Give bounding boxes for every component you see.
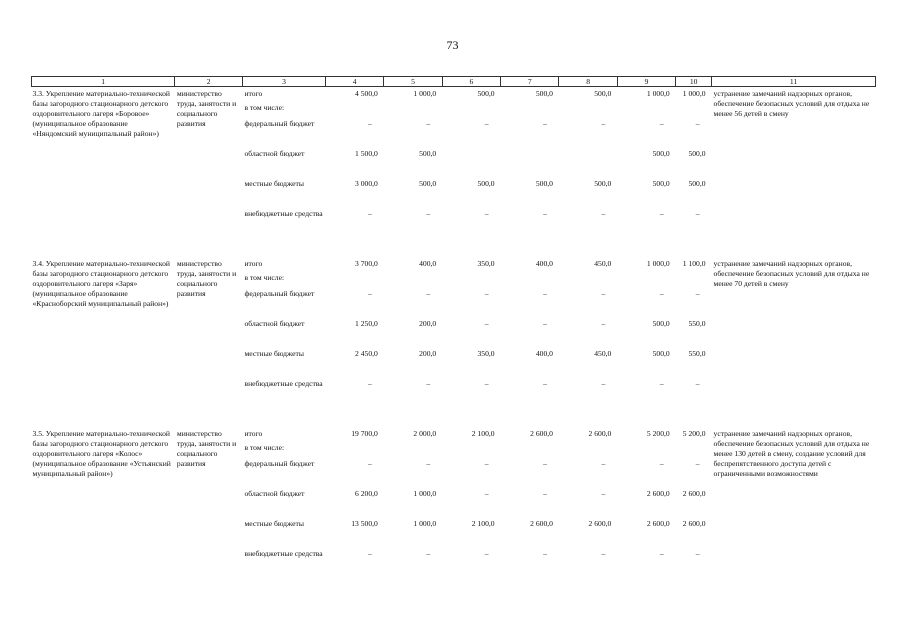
amount-cell: 1 250,0 <box>355 319 378 328</box>
including-label: в том числе: <box>244 103 285 112</box>
amount-cell: 500,0 <box>594 179 612 188</box>
amount-cell: 500,0 <box>652 149 670 158</box>
amount-cell: – <box>484 119 489 128</box>
amount-cell: 2 000,0 <box>413 429 437 438</box>
column-number: 9 <box>617 77 675 87</box>
column-number: 4 <box>325 77 383 87</box>
amount-cell: 500,0 <box>688 179 706 188</box>
amount-cell: 500,0 <box>594 89 612 98</box>
funding-source-label: федеральный бюджет <box>244 459 315 468</box>
amount-cell: – <box>601 209 606 218</box>
spacer-cell <box>32 409 876 427</box>
amount-cell: 350,0 <box>477 349 495 358</box>
empty-cell <box>384 103 442 119</box>
amount-cell: – <box>368 289 372 298</box>
amount-cell: 450,0 <box>594 349 612 358</box>
amount-cell: – <box>601 489 606 498</box>
amount-cell: 13 500,0 <box>351 519 378 528</box>
amount-cell: 2 100,0 <box>471 429 495 438</box>
amount-cell: – <box>543 379 547 388</box>
column-number: 1 <box>32 77 175 87</box>
amount-cell: 550,0 <box>688 319 706 328</box>
amount-cell: – <box>426 379 431 388</box>
amount-cell: 2 600,0 <box>646 519 670 528</box>
empty-cell <box>617 273 675 289</box>
amount-cell <box>501 149 559 179</box>
empty-cell <box>617 443 675 459</box>
funding-source-label: федеральный бюджет <box>244 289 315 298</box>
amount-cell: 500,0 <box>652 319 670 328</box>
amount-cell: – <box>695 379 700 388</box>
responsible-executor: министерство труда, занятости и социального развития <box>176 89 237 128</box>
empty-cell <box>676 273 712 289</box>
empty-cell <box>384 443 442 459</box>
amount-cell: – <box>368 549 372 558</box>
amount-cell: 4 500,0 <box>355 89 378 98</box>
amount-cell: 500,0 <box>652 349 670 358</box>
amount-cell: 500,0 <box>477 179 495 188</box>
amount-cell: – <box>368 459 372 468</box>
amount-cell: – <box>426 209 431 218</box>
amount-cell: – <box>659 119 664 128</box>
funding-source-label: внебюджетные средства <box>244 209 323 218</box>
expected-result: устранение замечаний надзорных органов, обеспечение безопасных условий для отдыха не менее 70 детей в смену <box>713 259 870 288</box>
amount-cell: – <box>543 549 547 558</box>
empty-cell <box>501 103 559 119</box>
amount-cell: 500,0 <box>652 179 670 188</box>
amount-cell: 2 600,0 <box>588 429 612 438</box>
amount-cell: – <box>601 549 606 558</box>
amount-cell: 500,0 <box>535 89 553 98</box>
amount-cell: – <box>659 549 664 558</box>
amount-cell: – <box>543 209 547 218</box>
amount-cell: – <box>543 119 547 128</box>
amount-cell: – <box>426 289 431 298</box>
amount-cell <box>442 149 500 179</box>
amount-cell: 3 000,0 <box>355 179 378 188</box>
empty-cell <box>559 273 617 289</box>
amount-cell: – <box>601 289 606 298</box>
amount-cell: 1 000,0 <box>413 89 437 98</box>
amount-cell: – <box>601 319 606 328</box>
amount-cell: 2 100,0 <box>471 519 495 528</box>
amount-cell: – <box>695 209 700 218</box>
measure-title: 3.4. Укрепление материально-технической базы загородного стационарного детского оздоровительного лагеря «Заря» (муниципальное образование «Красноборский муниципальный район») <box>32 259 170 308</box>
including-label: в том числе: <box>244 273 285 282</box>
funding-source-label: итого <box>244 259 263 268</box>
amount-cell: – <box>543 459 547 468</box>
column-number: 2 <box>175 77 243 87</box>
measure-title: 3.3. Укрепление материально-технической базы загородного стационарного детского оздоровительного лагеря «Боровое» (муниципальное образование «Няндомский муниципальный район») <box>32 89 170 138</box>
amount-cell: 1 000,0 <box>413 489 437 498</box>
measure-title: 3.5. Укрепление материально-технической базы загородного стационарного детского оздоровительного лагеря «Колос» (муниципальное образование «Устьянский муниципальный район») <box>32 429 171 478</box>
amount-cell: – <box>484 379 489 388</box>
measure-row-total <box>32 427 876 443</box>
amount-cell: 1 100,0 <box>682 259 706 268</box>
amount-cell: 2 600,0 <box>588 519 612 528</box>
amount-cell: 1 000,0 <box>646 259 670 268</box>
funding-source-label: областной бюджет <box>244 149 305 158</box>
column-number: 6 <box>442 77 500 87</box>
funding-source-label: внебюджетные средства <box>244 549 323 558</box>
amount-cell: 450,0 <box>594 259 612 268</box>
block-spacer <box>32 409 876 427</box>
column-number-row <box>32 77 876 87</box>
column-number: 5 <box>384 77 442 87</box>
column-number: 3 <box>242 77 325 87</box>
page-number: 73 <box>446 38 459 52</box>
funding-source-label: внебюджетные средства <box>244 379 323 388</box>
column-number: 7 <box>501 77 559 87</box>
amount-cell: 200,0 <box>419 349 437 358</box>
amount-cell: 1 500,0 <box>355 149 378 158</box>
amount-cell: – <box>695 289 700 298</box>
responsible-executor: министерство труда, занятости и социального развития <box>176 429 237 468</box>
amount-cell: 5 200,0 <box>682 429 706 438</box>
amount-cell: – <box>368 119 372 128</box>
amount-cell: 500,0 <box>477 89 495 98</box>
amount-cell: 2 600,0 <box>530 519 553 528</box>
program-table <box>31 76 876 579</box>
funding-source-label: итого <box>244 89 263 98</box>
amount-cell: – <box>601 379 606 388</box>
funding-source-label: федеральный бюджет <box>244 119 315 128</box>
amount-cell: – <box>659 459 664 468</box>
empty-cell <box>442 443 500 459</box>
amount-cell: – <box>484 549 489 558</box>
amount-cell: 550,0 <box>688 349 706 358</box>
amount-cell: – <box>426 459 431 468</box>
funding-source-label: местные бюджеты <box>244 519 304 528</box>
amount-cell: – <box>601 459 606 468</box>
including-label: в том числе: <box>244 443 285 452</box>
amount-cell: – <box>659 289 664 298</box>
funding-source-label: местные бюджеты <box>244 179 304 188</box>
amount-cell: 2 600,0 <box>530 429 553 438</box>
amount-cell: – <box>484 459 489 468</box>
empty-cell <box>559 443 617 459</box>
amount-cell: 19 700,0 <box>351 429 378 438</box>
empty-cell <box>442 103 500 119</box>
funding-source-label: областной бюджет <box>244 319 305 328</box>
amount-cell: 1 000,0 <box>646 89 670 98</box>
amount-cell: – <box>368 379 372 388</box>
amount-cell: – <box>543 289 547 298</box>
amount-cell: – <box>659 209 664 218</box>
column-number: 10 <box>676 77 712 87</box>
amount-cell: – <box>659 379 664 388</box>
amount-cell: – <box>695 549 700 558</box>
amount-cell: 400,0 <box>535 349 553 358</box>
amount-cell: – <box>426 549 431 558</box>
amount-cell: – <box>484 489 489 498</box>
empty-cell <box>501 443 559 459</box>
amount-cell: 3 700,0 <box>355 259 378 268</box>
amount-cell: 2 600,0 <box>682 489 706 498</box>
empty-cell <box>559 103 617 119</box>
amount-cell: 200,0 <box>419 319 437 328</box>
empty-cell <box>501 273 559 289</box>
empty-cell <box>676 443 712 459</box>
spacer-cell <box>32 239 876 257</box>
responsible-executor: министерство труда, занятости и социального развития <box>176 259 237 298</box>
amount-cell: – <box>543 489 547 498</box>
amount-cell: 2 600,0 <box>682 519 706 528</box>
amount-cell: 500,0 <box>419 179 437 188</box>
empty-cell <box>384 273 442 289</box>
column-number: 8 <box>559 77 617 87</box>
amount-cell: – <box>484 319 489 328</box>
expected-result: устранение замечаний надзорных органов, обеспечение безопасных условий для отдыха не менее 56 детей в смену <box>713 89 870 118</box>
amount-cell: 5 200,0 <box>646 429 670 438</box>
amount-cell: 2 600,0 <box>646 489 670 498</box>
amount-cell: – <box>426 119 431 128</box>
amount-cell: 500,0 <box>535 179 553 188</box>
empty-cell <box>325 273 383 289</box>
amount-cell: 400,0 <box>419 259 437 268</box>
amount-cell: 1 000,0 <box>682 89 706 98</box>
amount-cell: – <box>695 459 700 468</box>
amount-cell: – <box>484 289 489 298</box>
amount-cell: 6 200,0 <box>355 489 378 498</box>
measure-row-total <box>32 257 876 273</box>
funding-source-label: областной бюджет <box>244 489 305 498</box>
amount-cell: – <box>601 119 606 128</box>
amount-cell: 1 000,0 <box>413 519 437 528</box>
amount-cell: 350,0 <box>477 259 495 268</box>
expected-result: устранение замечаний надзорных органов, обеспечение безопасных условий для отдыха не менее 130 детей в смену, создание условий для беспрепятственного доступа детей с ограниченными возможностями <box>713 429 870 478</box>
block-spacer <box>32 239 876 257</box>
amount-cell <box>559 149 617 179</box>
amount-cell: – <box>484 209 489 218</box>
amount-cell: – <box>368 209 372 218</box>
amount-cell: – <box>695 119 700 128</box>
amount-cell: 400,0 <box>535 259 553 268</box>
funding-source-label: местные бюджеты <box>244 349 304 358</box>
funding-source-label: итого <box>244 429 263 438</box>
amount-cell: 500,0 <box>688 149 706 158</box>
column-number: 11 <box>712 77 876 87</box>
measure-row-total <box>32 87 876 104</box>
empty-cell <box>325 103 383 119</box>
amount-cell: 2 450,0 <box>355 349 378 358</box>
empty-cell <box>617 103 675 119</box>
empty-cell <box>325 443 383 459</box>
empty-cell <box>676 103 712 119</box>
amount-cell: – <box>543 319 547 328</box>
empty-cell <box>442 273 500 289</box>
amount-cell: 500,0 <box>419 149 437 158</box>
